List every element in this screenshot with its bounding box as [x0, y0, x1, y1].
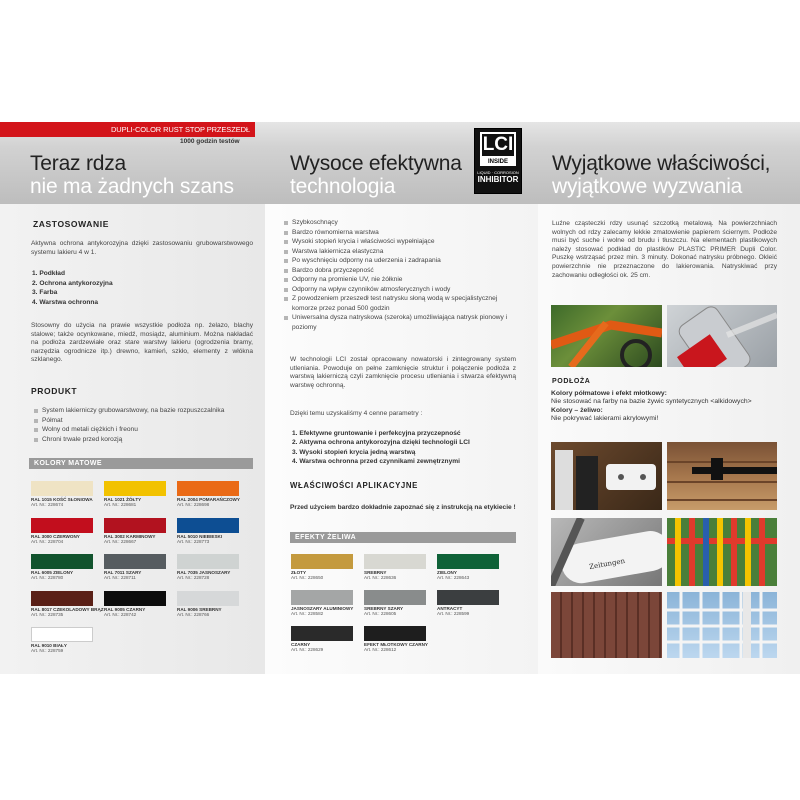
- swatch-article: Art. Nr.: 228766: [177, 611, 210, 617]
- fence-icon: [667, 518, 777, 586]
- color-swatch: [291, 554, 353, 580]
- list-item: Odporny na promienie UV, nie żółknie: [282, 275, 517, 285]
- hinge-icon: [667, 442, 777, 510]
- swatch-article: Art. Nr.: 228735: [31, 611, 64, 617]
- lci-logo: [474, 128, 522, 194]
- lci-paragraph: W technologii LCI został opracowany nowatorski i zintegrowany system utleniania. Powoduje on pełne zamknięcie struktur i połączenie podłoża z warstwą lakierniczą czyli zamknięcie procesu utleniania i stwarza efektywną warstwę ochronną.: [290, 356, 516, 389]
- list-item: Wysoki stopień krycia i właściwości wypełniające: [282, 237, 517, 247]
- swatch-color: [31, 518, 93, 533]
- produkt-heading: PRODUKT: [31, 386, 78, 396]
- mailbox-icon: [551, 518, 662, 586]
- swatch-color: [104, 591, 166, 606]
- swatch-name: RAL 3002 KARMINOWY: [104, 533, 156, 539]
- kolory-matowe-heading: KOLORY MATOWE: [29, 458, 253, 469]
- swatch-color: [104, 518, 166, 533]
- swatch-article: Art. Nr.: 228698: [177, 502, 210, 508]
- list-item: Wolny od metali ciężkich i freonu: [32, 425, 257, 435]
- lci-logo-tag: LIQUID · CORROSION: [477, 170, 519, 175]
- swatch-color: [31, 554, 93, 569]
- swatch-name: SREBRNY: [364, 570, 387, 575]
- swatch-article: Art. Nr.: 228643: [437, 575, 470, 581]
- color-swatch: [104, 518, 166, 544]
- swatch-color: [31, 591, 93, 606]
- color-swatch: [437, 590, 499, 616]
- list-item: 2. Ochrona antykorozyjna: [32, 279, 113, 287]
- swatch-name: EFEKT MŁOTKOWY CZARNY: [364, 642, 428, 647]
- produkt-list: [32, 406, 257, 444]
- list-item: 3. Farba: [32, 289, 58, 297]
- swatch-article: Art. Nr.: 228667: [104, 538, 137, 544]
- col1-title-line2: nie ma żadnych szans: [30, 175, 234, 198]
- list-item: 4. Warstwa ochronna przed czynnikami zewnętrznymi: [292, 457, 460, 465]
- color-swatch: [364, 590, 426, 616]
- photo-gate-hinge: [667, 442, 777, 510]
- swatch-name: SREBRNY SZARY: [364, 606, 404, 611]
- color-swatch: [364, 626, 426, 652]
- swatch-article: Art. Nr.: 228629: [291, 647, 324, 653]
- photo-colored-fence: [667, 518, 777, 586]
- steps-list: [22, 269, 252, 307]
- swatch-color: [177, 591, 239, 606]
- swatch-name: ZIELONY: [437, 570, 457, 575]
- swatch-color: [291, 554, 353, 569]
- swatch-name: RAL 2004 POMARAŃCZOWY: [177, 497, 240, 502]
- photo-white-fence: [667, 592, 777, 658]
- swatch-article: Art. Nr.: 228759: [31, 648, 64, 654]
- swatch-color: [291, 590, 353, 605]
- swatch-article: Art. Nr.: 228636: [364, 575, 397, 581]
- list-item: Bardzo równomierna warstwa: [282, 228, 517, 238]
- swatch-name: RAL 9005 CZARNY: [104, 606, 146, 612]
- usage-text: Stosowny do użycia na prawie wszystkie podłoża np. żelazo, blachy stalowe; także ocynkowane, miedź, mosiądz, aluminium. Można nakładać na podłoża zardzewiałe oraz stare warstwy lakieru (ogrodzenia bramy, narzędzia ogrodnicze itp.) drewno, kamień, szkło, elementy z włókna szklanego.: [31, 322, 253, 364]
- swatch-color: [364, 590, 426, 605]
- swatch-article: Art. Nr.: 228582: [291, 611, 324, 617]
- swatch-name: RAL 8017 CZEKOLADOWY BRĄZ: [31, 606, 104, 612]
- color-swatch: [31, 627, 93, 653]
- photo-bike: [551, 305, 662, 367]
- col3-title-line2: wyjątkowe wyzwania: [552, 175, 743, 198]
- list-item: System lakierniczy grubowarstwowy, na bazie rozpuszczalnika: [32, 406, 257, 416]
- swatch-article: Art. Nr.: 228773: [177, 538, 210, 544]
- lci-logo-inside: INSIDE: [480, 158, 516, 166]
- list-item: 4. Warstwa ochronna: [32, 298, 99, 306]
- photo-garage-door: [551, 592, 662, 658]
- swatch-color: [104, 554, 166, 569]
- swatch-article: Art. Nr.: 228681: [104, 502, 137, 508]
- lci-logo-text: LCI: [480, 132, 516, 158]
- swatch-article: Art. Nr.: 228742: [104, 611, 137, 617]
- podloza-2-label: Kolory – żeliwo:: [551, 406, 603, 414]
- product-bar: DUPLI-COLOR RUST STOP PRZESZEDŁ: [0, 122, 255, 137]
- preparation-text: Luźne cząsteczki rdzy usunąć szczotką metalową. Na powierzchniach wolnych od rdzy zalecamy lekkie zmatowienie papierem ściernym. Podłoże musi być suche i wolne od brudu i tłuszczu. Na elementach plastikowych należy stosować podkład do plastików PLASTIC PRIMER Dupli Color. Puszkę wstrząsać przez min. 3 minuty. Dokonać natrysku próbnego. Okleić powierzchnie nie przeznaczone do lakierowania. Natryskiwać przy zachowaniu odległości ok. 25 cm.: [552, 220, 777, 279]
- color-swatch: [31, 554, 93, 580]
- color-swatch: [437, 554, 499, 580]
- color-swatch: [31, 518, 93, 544]
- swatch-name: RAL 9010 BIAŁY: [31, 643, 67, 648]
- swatch-color: [437, 590, 499, 605]
- list-item: Warstwa lakiernicza elastyczna: [282, 247, 517, 257]
- swatch-color: [177, 554, 239, 569]
- color-swatch: [291, 626, 353, 652]
- podloza-2-text: Nie pokrywać lakierami akrylowymi!: [551, 415, 659, 423]
- list-item: 3. Wysoki stopień krycia jedną warstwą: [292, 448, 416, 456]
- podloza-1-label: Kolory półmatowe i efekt młotkowy:: [551, 390, 667, 397]
- list-item: Z powodzeniem przeszedł test natrysku słoną wodą w specjalistycznej komorze przez ponad 500 godzin: [282, 294, 517, 313]
- color-swatch: [291, 590, 353, 616]
- swatch-name: RAL 7011 SZARY: [104, 570, 142, 575]
- color-swatch: [31, 591, 104, 617]
- swatch-name: RAL 5010 NIEBIESKI: [177, 533, 223, 539]
- zastosowanie-intro: Aktywna ochrona antykorozyjna dzięki zastosowaniu grubowarstwowego systemu lakieru 4 w 1.: [31, 240, 253, 256]
- color-swatch: [31, 481, 93, 507]
- lci-logo-inhibitor: INHIBITOR: [477, 175, 519, 184]
- swatch-name: RAL 6005 ZIELONY: [31, 570, 74, 575]
- swatch-color: [31, 627, 93, 642]
- params-intro: Dzięki temu uzyskaliśmy 4 cenne parametry :: [290, 410, 423, 417]
- podloza-text: [551, 390, 781, 424]
- list-item: Odporny na wpływ czynników atmosferycznych i wody: [282, 285, 517, 295]
- color-swatch: [177, 518, 239, 544]
- efekty-zeliwa-heading: EFEKTY ŻELIWA: [290, 532, 516, 543]
- podloza-heading: PODŁOŻA: [552, 378, 591, 385]
- photo-spray-cans: [551, 442, 662, 510]
- list-item: Po wyschnięciu odporny na uderzenia i zadrapania: [282, 256, 517, 266]
- bike-icon: [551, 305, 662, 367]
- col3-title: [552, 152, 770, 198]
- col2-title-line2: technologia: [290, 175, 396, 198]
- podloza-1-text: Nie stosować na farby na bazie żywic syntetycznych <alkidowych>: [551, 398, 752, 406]
- zastosowanie-heading: ZASTOSOWANIE: [33, 219, 109, 229]
- wlasciwosci-heading: WŁAŚCIWOŚCI APLIKACYJNE: [290, 481, 418, 490]
- swatch-name: JASNOSZARY ALUMINIOWY: [291, 606, 354, 611]
- swatch-article: Art. Nr.: 228612: [364, 647, 397, 653]
- params-list: [282, 429, 517, 466]
- photo-mailbox: [551, 518, 662, 586]
- swatch-color: [364, 626, 426, 641]
- col2-title-line1: Wysoce efektywna: [290, 152, 462, 175]
- list-item: 1. Efektywne gruntowanie i perfekcyjna przyczepność: [292, 430, 461, 437]
- swatch-name: RAL 9006 SREBRNY: [177, 606, 222, 612]
- swatch-color: [437, 554, 499, 569]
- swatch-color: [31, 481, 93, 496]
- swatch-color: [104, 481, 166, 496]
- photo-spray: [667, 305, 777, 367]
- swatch-article: Art. Nr.: 228780: [31, 575, 64, 581]
- list-item: 1. Podkład: [32, 270, 65, 277]
- swatch-article: Art. Nr.: 228704: [31, 538, 64, 544]
- list-item: Uniwersalna dysza natryskowa (szeroka) umożliwiająca natrysk pionowy i poziomy: [282, 313, 517, 332]
- col3-title-line1: Wyjątkowe właściwości,: [552, 152, 771, 175]
- spray-can-icon: [667, 305, 777, 367]
- color-swatch: [104, 554, 166, 580]
- tests-label: 1000 godzin testów: [180, 138, 240, 145]
- mailbox-label: Zeitungen: [588, 556, 626, 572]
- color-swatch: [177, 591, 239, 617]
- spray-cans-icon: [551, 442, 662, 510]
- swatch-color: [177, 481, 239, 496]
- features-list: [282, 218, 517, 333]
- color-swatch: [177, 481, 239, 507]
- color-swatch: [177, 554, 239, 580]
- col2-title: [290, 152, 462, 198]
- swatch-name: RAL 1015 KOŚĆ SŁONIOWA: [31, 497, 93, 502]
- swatch-name: CZARNY: [291, 642, 311, 647]
- swatch-name: RAL 3000 CZERWONY: [31, 533, 80, 539]
- swatch-name: RAL 1021 ŻÓŁTY: [104, 497, 142, 502]
- swatch-article: Art. Nr.: 228674: [31, 502, 64, 508]
- swatch-color: [177, 518, 239, 533]
- list-item: Szybkoschnący: [282, 218, 517, 228]
- swatch-name: RAL 7035 JASNOSZARY: [177, 570, 231, 575]
- swatch-name: ANTRACYT: [437, 606, 463, 611]
- swatch-article: Art. Nr.: 228605: [364, 611, 397, 617]
- list-item: 2. Aktywna ochrona antykorozyjna dzięki technologii LCI: [292, 439, 470, 447]
- white-fence-icon: [667, 592, 777, 658]
- list-item: Półmat: [32, 416, 257, 426]
- color-swatch: [364, 554, 426, 580]
- wlasciwosci-text: Przed użyciem bardzo dokładnie zapoznać się z instrukcją na etykiecie !: [290, 504, 516, 511]
- list-item: Bardzo dobra przyczepność: [282, 266, 517, 276]
- swatch-article: Art. Nr.: 228599: [437, 611, 470, 617]
- swatch-color: [291, 626, 353, 641]
- col1-title: [30, 152, 234, 198]
- swatch-name: ZŁOTY: [291, 570, 307, 575]
- swatch-article: Art. Nr.: 228728: [177, 575, 210, 581]
- color-swatch: [104, 591, 166, 617]
- col1-title-line1: Teraz rdza: [30, 152, 127, 175]
- swatch-color: [364, 554, 426, 569]
- swatch-article: Art. Nr.: 228650: [291, 575, 324, 581]
- color-swatch: [104, 481, 166, 507]
- swatch-article: Art. Nr.: 228711: [104, 575, 136, 581]
- list-item: Chroni trwale przed korozją: [32, 435, 257, 445]
